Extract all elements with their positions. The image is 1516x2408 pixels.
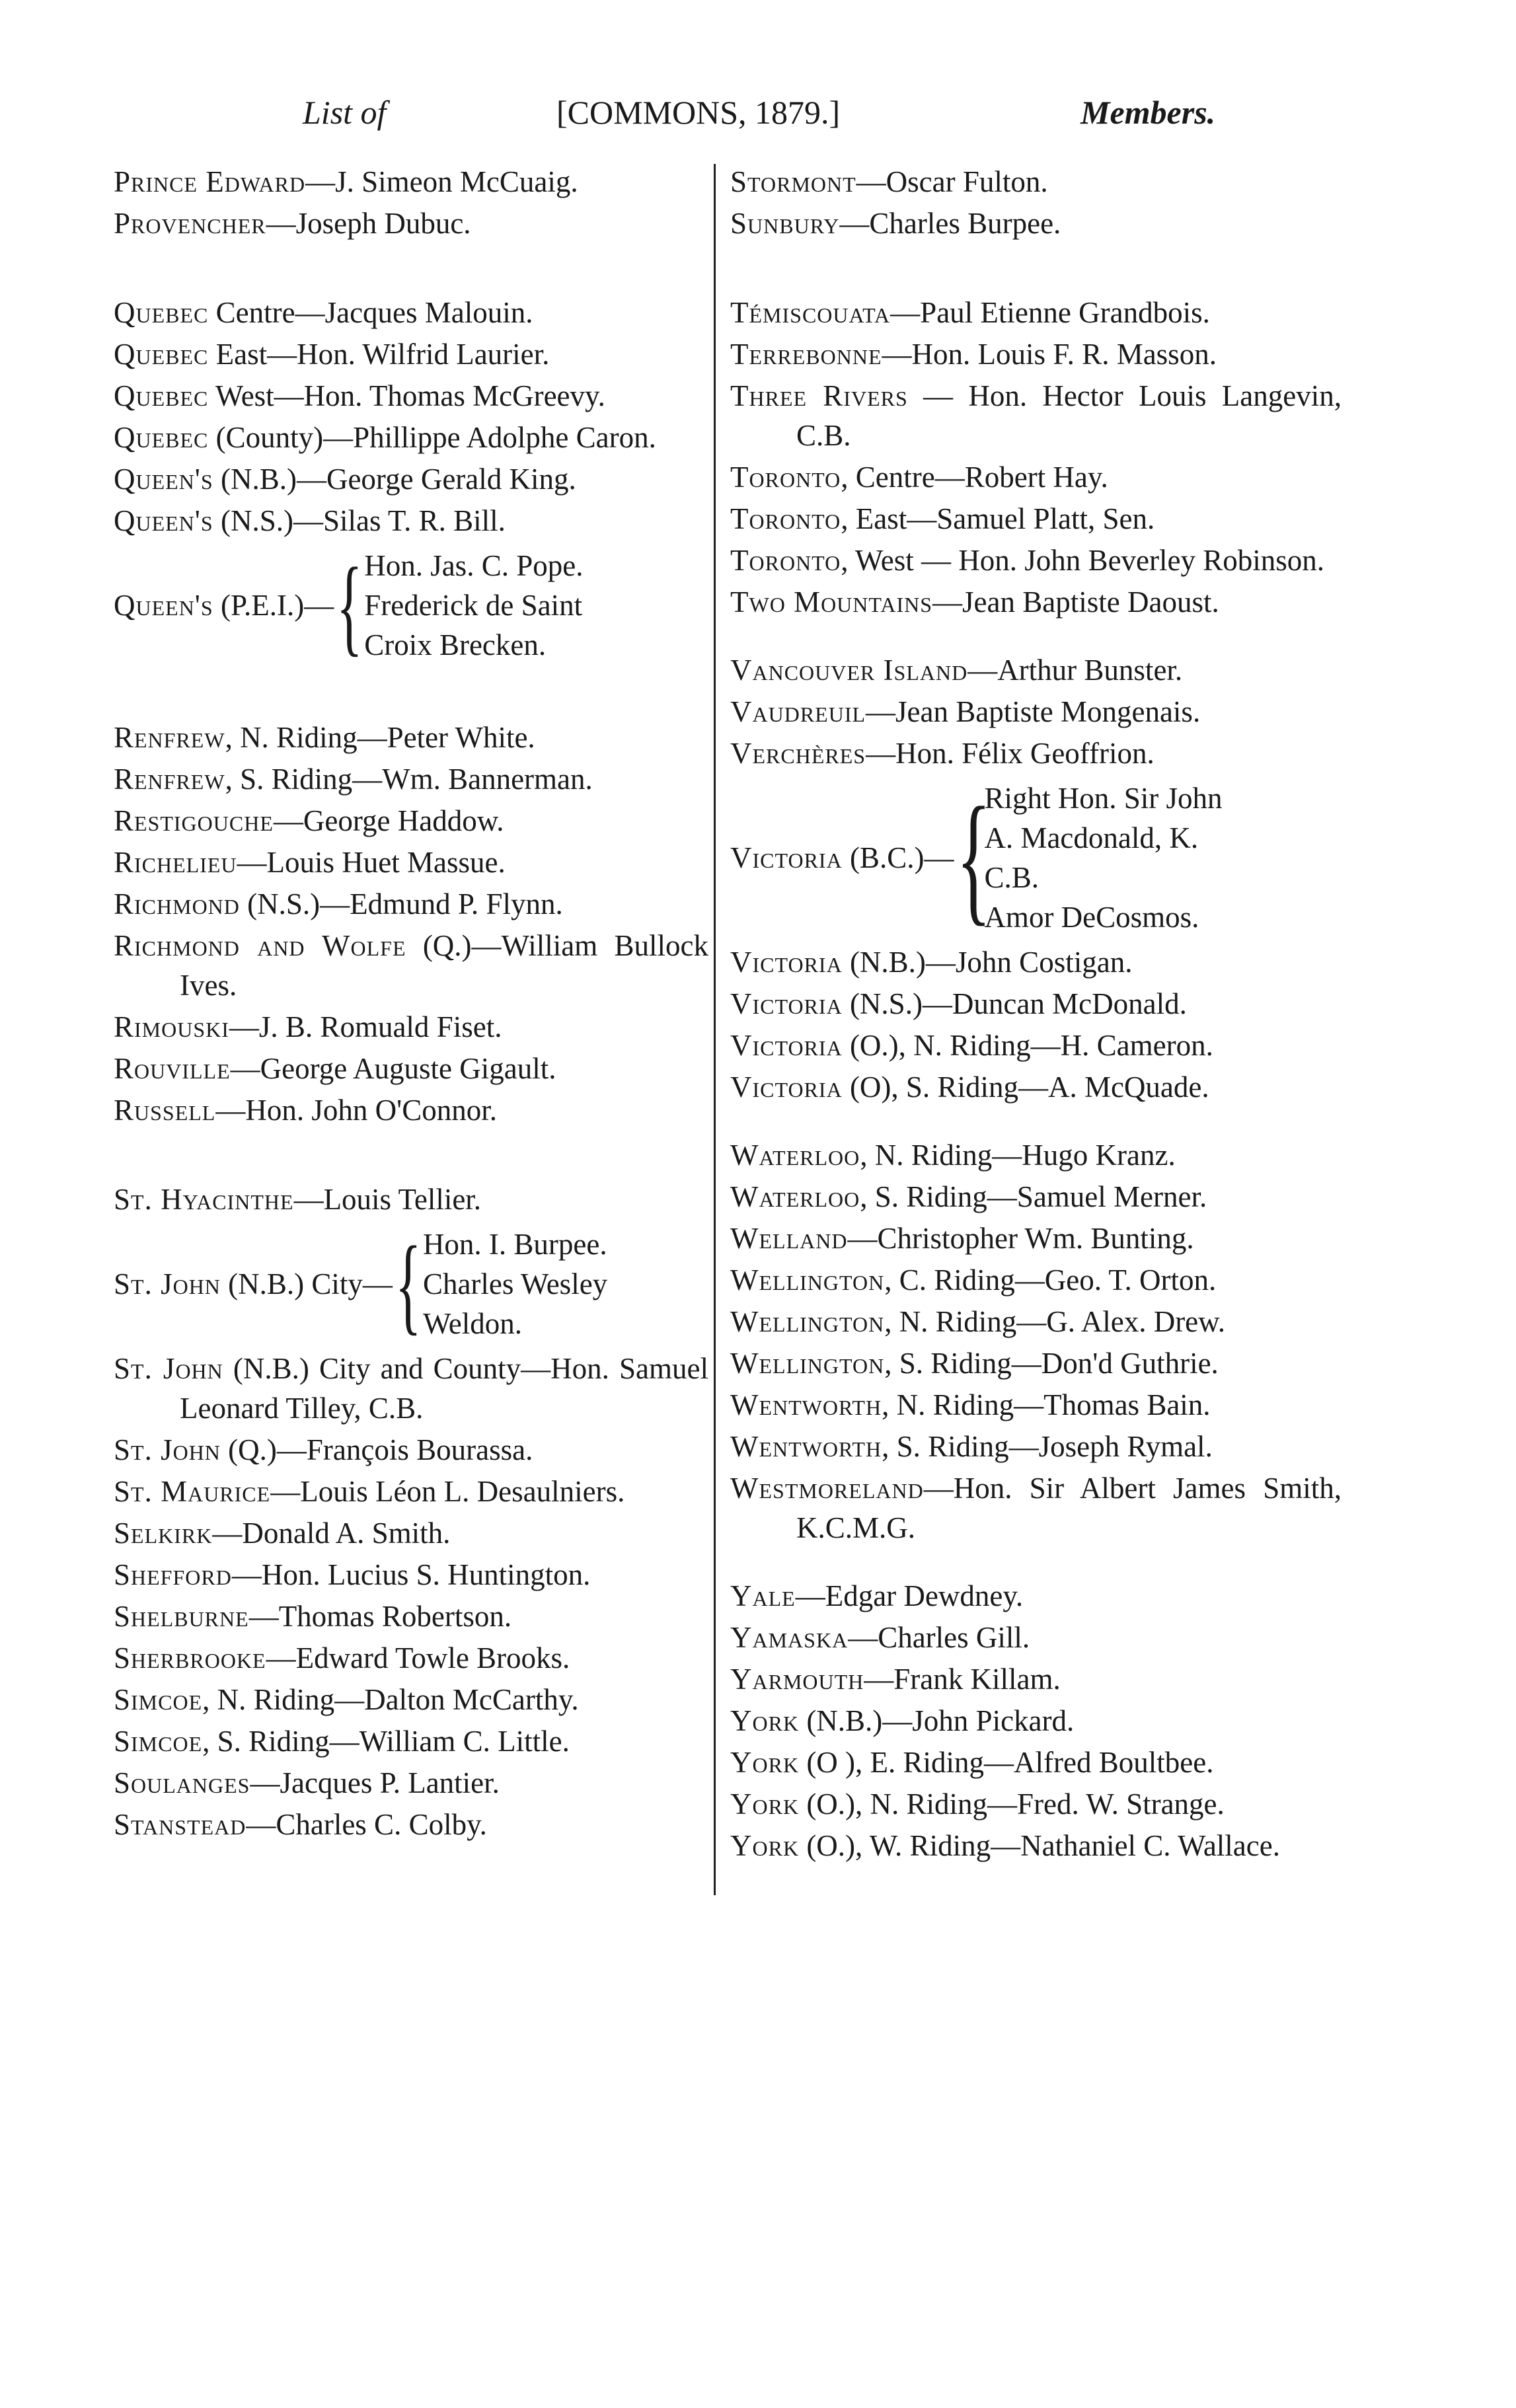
- right-group-5: [730, 1576, 1342, 1865]
- member-line: Charles Wesley: [422, 1267, 608, 1300]
- constituency-name: Toronto: [730, 461, 841, 494]
- member-text: —Oscar Fulton.: [856, 165, 1048, 198]
- member-text: , S. Riding—Wm. Bannerman.: [225, 763, 593, 796]
- header-left: List of: [303, 94, 387, 131]
- member-entry: [114, 376, 708, 416]
- constituency-name: Wentworth: [730, 1388, 882, 1421]
- member-text: , C. Riding—Geo. T. Orton.: [884, 1263, 1217, 1297]
- braced-member-lines: [364, 546, 583, 665]
- member-text: —Thomas Robertson.: [248, 1600, 512, 1633]
- constituency-name: Restigouche: [114, 804, 274, 837]
- left-group-1: [114, 162, 708, 243]
- member-text: —Arthur Bunster.: [967, 654, 1183, 687]
- right-group-4: [730, 1135, 1342, 1548]
- constituency-name: York: [730, 1787, 800, 1821]
- member-entry: [730, 650, 1342, 690]
- member-text: (N.S.)—Silas T. R. Bill.: [213, 504, 506, 537]
- member-entry: [730, 162, 1342, 202]
- member-text: (Q.)—François Bourassa.: [220, 1433, 533, 1466]
- constituency-name: Stanstead: [114, 1808, 246, 1841]
- constituency-name: Renfrew: [114, 763, 225, 796]
- member-entry: [730, 1576, 1342, 1616]
- member-text: (N.B.)—John Costigan.: [842, 946, 1133, 979]
- member-entry: [114, 1090, 708, 1130]
- member-entry: [114, 1349, 708, 1428]
- member-entry: [114, 1763, 708, 1803]
- member-text: , S. Riding—Joseph Rymal.: [882, 1430, 1213, 1463]
- member-entry: [730, 1701, 1342, 1741]
- constituency-name: Wentworth: [730, 1430, 882, 1463]
- constituency-name: York: [730, 1704, 800, 1737]
- member-entry: [114, 1721, 708, 1761]
- member-text: , N. Riding—Hugo Kranz.: [860, 1139, 1176, 1172]
- member-entry: [730, 692, 1342, 732]
- constituency-name: Yale: [730, 1579, 796, 1612]
- column-divider: [714, 164, 716, 1895]
- member-text: —George Haddow.: [273, 804, 504, 837]
- constituency-name: Wellington: [730, 1305, 885, 1338]
- constituency-name: Queen's: [114, 463, 213, 496]
- spacer: [114, 245, 708, 293]
- member-text: —Charles C. Colby.: [246, 1808, 487, 1841]
- member-text: , East—Samuel Platt, Sen.: [841, 502, 1155, 535]
- constituency-name: Soulanges: [114, 1766, 250, 1799]
- member-entry: [730, 1784, 1342, 1824]
- constituency-name: St. Maurice: [114, 1475, 271, 1508]
- constituency-name: Prince Edward: [114, 165, 306, 198]
- member-entry: [730, 984, 1342, 1024]
- member-entry: [730, 499, 1342, 539]
- constituency-name: Two Mountains: [730, 585, 933, 619]
- constituency-name: Toronto: [730, 544, 841, 577]
- constituency-name: Queen's: [114, 589, 213, 622]
- member-entry: [730, 1135, 1342, 1175]
- constituency-name: St. John: [114, 1352, 223, 1385]
- member-text: , N. Riding—Peter White.: [225, 721, 535, 754]
- member-entry: [114, 1597, 708, 1636]
- constituency-name: Richmond and Wolfe: [114, 929, 406, 962]
- constituency-name: Sunbury: [730, 207, 840, 240]
- member-entry: [114, 501, 708, 541]
- constituency-name: Selkirk: [114, 1517, 213, 1550]
- member-entry: [114, 162, 708, 202]
- member-text: , N. Riding—Dalton McCarthy.: [202, 1683, 579, 1716]
- member-entry: [730, 541, 1342, 580]
- member-text: —Hon. Félix Geoffrion.: [866, 737, 1155, 770]
- member-text: (N.S.)—Duncan McDonald.: [842, 987, 1187, 1020]
- member-entry: [114, 1049, 708, 1088]
- member-text: (O ), E. Riding—Alfred Boultbee.: [799, 1746, 1214, 1779]
- constituency-name: Simcoe: [114, 1683, 203, 1716]
- braced-entry-head: [114, 585, 334, 625]
- constituency-suffix: (P.E.I.)—: [213, 589, 334, 622]
- constituency-name: Westmoreland: [730, 1472, 924, 1505]
- curly-brace-icon: {: [956, 777, 992, 938]
- member-entry: [730, 376, 1342, 455]
- member-entry: [114, 1007, 708, 1047]
- member-entry: [730, 1427, 1342, 1466]
- constituency-name: Yamaska: [730, 1621, 849, 1654]
- braced-member-lines: [423, 1224, 607, 1343]
- member-entry: [114, 801, 708, 841]
- member-text: (N.S.)—Edmund P. Flynn.: [239, 887, 563, 921]
- member-text: (Q.)—William Bullock Ives.: [180, 929, 708, 1002]
- member-entry: [730, 1026, 1342, 1065]
- constituency-name: Waterloo: [730, 1180, 860, 1213]
- constituency-suffix: (N.B.) City—: [220, 1267, 393, 1300]
- constituency-name: Victoria: [730, 1029, 843, 1062]
- constituency-name: Shefford: [114, 1558, 232, 1591]
- constituency-name: Sherbrooke: [114, 1641, 266, 1674]
- right-group-3b: [730, 942, 1342, 1107]
- member-line: A. Macdonald, K.: [984, 821, 1199, 854]
- constituency-name: Vaudreuil: [730, 695, 866, 728]
- member-entry: [730, 334, 1342, 374]
- left-group-2: [114, 293, 708, 541]
- member-text: —Jacques P. Lantier.: [250, 1766, 500, 1799]
- member-text: —Louis Léon L. Desaulniers.: [270, 1475, 625, 1508]
- member-entry: [114, 759, 708, 799]
- member-text: —Jean Baptiste Mongenais.: [866, 695, 1201, 728]
- member-entry: [730, 734, 1342, 773]
- member-text: , Centre—Robert Hay.: [841, 461, 1108, 494]
- spacer: [114, 670, 708, 718]
- constituency-name: Toronto: [730, 502, 841, 535]
- member-line: Hon. Jas. C. Pope.: [364, 549, 584, 582]
- member-line: Hon. I. Burpee.: [422, 1228, 607, 1261]
- spacer: [730, 1550, 1342, 1576]
- member-entry: [114, 204, 708, 243]
- braced-entry-head: [114, 1264, 393, 1304]
- member-entry: [730, 293, 1342, 332]
- member-line: Frederick de Saint: [364, 589, 583, 622]
- spacer: [730, 245, 1342, 293]
- member-entry: [114, 459, 708, 499]
- member-text: (O), S. Riding—A. McQuade.: [842, 1071, 1209, 1104]
- right-column: [730, 162, 1342, 1867]
- constituency-suffix: (B.C.)—: [842, 841, 954, 874]
- member-line: Amor DeCosmos.: [984, 901, 1199, 934]
- member-text: (N.B.)—John Pickard.: [799, 1704, 1075, 1737]
- member-entry: [730, 1343, 1342, 1383]
- right-group-2: [730, 293, 1342, 622]
- member-entry: [114, 926, 708, 1005]
- constituency-name: Quebec: [114, 421, 209, 454]
- member-text: —Hon. Louis F. R. Masson.: [882, 338, 1217, 371]
- member-entry: [114, 1805, 708, 1844]
- constituency-name: Three Rivers: [730, 379, 908, 412]
- left-group-4a: [114, 1180, 708, 1219]
- constituency-name: St. John: [114, 1267, 221, 1300]
- member-text: —Louis Tellier.: [293, 1183, 482, 1216]
- member-entry: [730, 204, 1342, 243]
- member-entry: [114, 418, 708, 457]
- member-entry: [114, 884, 708, 924]
- member-entry: [730, 1743, 1342, 1782]
- member-text: —Jean Baptiste Daoust.: [932, 585, 1219, 619]
- member-text: —Donald A. Smith.: [212, 1517, 451, 1550]
- member-text: — Hon. Hector Louis Langevin, C.B.: [796, 379, 1342, 452]
- constituency-name: Victoria: [730, 841, 843, 874]
- member-entry: [114, 1472, 708, 1511]
- constituency-name: Wellington: [730, 1263, 885, 1297]
- member-text: —Edward Towle Brooks.: [266, 1641, 570, 1674]
- header-center: [COMMONS, 1879.]: [556, 94, 841, 131]
- member-entry: [730, 1659, 1342, 1699]
- member-text: —Christopher Wm. Bunting.: [847, 1222, 1194, 1255]
- constituency-name: Victoria: [730, 987, 843, 1020]
- spacer: [114, 1132, 708, 1180]
- member-text: —Hon. Lucius S. Huntington.: [231, 1558, 591, 1591]
- constituency-name: Renfrew: [114, 721, 225, 754]
- member-entry: [114, 334, 708, 374]
- member-entry: [730, 1826, 1342, 1865]
- member-entry: [730, 1618, 1342, 1657]
- member-text: —J. B. Romuald Fiset.: [229, 1010, 502, 1043]
- member-text: , N. Riding—Thomas Bain.: [882, 1388, 1211, 1421]
- member-text: , West — Hon. John Beverley Robinson.: [841, 544, 1325, 577]
- member-text: , S. Riding—Samuel Merner.: [860, 1180, 1207, 1213]
- braced-entry-queens-pei: [114, 546, 708, 665]
- member-text: Centre—Jacques Malouin.: [208, 296, 533, 329]
- constituency-name: Quebec: [114, 379, 209, 412]
- member-text: —Louis Huet Massue.: [237, 846, 506, 879]
- member-text: (N.B.) City and County—Hon. Samuel Leonard Tilley, C.B.: [180, 1352, 708, 1425]
- member-entry: [114, 718, 708, 757]
- constituency-name: Victoria: [730, 946, 843, 979]
- braced-entry-head: [730, 838, 954, 878]
- member-entry: [114, 293, 708, 332]
- member-entry: [730, 1302, 1342, 1341]
- constituency-name: Richmond: [114, 887, 240, 921]
- member-text: —Hon. John O'Connor.: [215, 1094, 497, 1127]
- member-line: C.B.: [984, 861, 1039, 894]
- constituency-name: Waterloo: [730, 1139, 860, 1172]
- constituency-name: Verchères: [730, 737, 866, 770]
- member-entry: [114, 1430, 708, 1470]
- right-group-3a: [730, 650, 1342, 773]
- constituency-name: Richelieu: [114, 846, 237, 879]
- member-text: (N.B.)—George Gerald King.: [213, 463, 576, 496]
- member-text: —Joseph Dubuc.: [266, 207, 471, 240]
- left-column: [114, 162, 708, 1846]
- constituency-name: Stormont: [730, 165, 856, 198]
- member-text: —Charles Burpee.: [839, 207, 1061, 240]
- member-text: —Frank Killam.: [864, 1663, 1061, 1696]
- constituency-name: Simcoe: [114, 1725, 203, 1758]
- member-entry: [730, 1177, 1342, 1217]
- header-right: Members.: [1080, 94, 1216, 131]
- constituency-name: Quebec: [114, 296, 209, 329]
- member-text: —George Auguste Gigault.: [230, 1052, 556, 1085]
- member-entry: [114, 843, 708, 882]
- constituency-name: Russell: [114, 1094, 216, 1127]
- member-text: (O.), N. Riding—H. Cameron.: [842, 1029, 1213, 1062]
- braced-entry-victoria-bc: [730, 778, 1342, 937]
- constituency-name: Wellington: [730, 1347, 885, 1380]
- member-text: —Paul Etienne Grandbois.: [890, 296, 1210, 329]
- member-entry: [114, 1638, 708, 1678]
- member-line: Weldon.: [422, 1307, 523, 1340]
- member-entry: [114, 1680, 708, 1719]
- constituency-name: Vancouver Island: [730, 654, 968, 687]
- member-text: —Edgar Dewdney.: [795, 1579, 1024, 1612]
- member-text: (O.), N. Riding—Fred. W. Strange.: [799, 1787, 1225, 1821]
- member-line: Right Hon. Sir John: [984, 782, 1223, 815]
- constituency-name: York: [730, 1829, 800, 1862]
- member-entry: [114, 1180, 708, 1219]
- curly-brace-icon: {: [395, 1223, 422, 1345]
- member-text: , N. Riding—G. Alex. Drew.: [884, 1305, 1225, 1338]
- member-text: (O.), W. Riding—Nathaniel C. Wallace.: [799, 1829, 1280, 1862]
- member-entry: [730, 1219, 1342, 1258]
- member-entry: [730, 942, 1342, 982]
- left-group-4b: [114, 1349, 708, 1844]
- constituency-name: Welland: [730, 1222, 848, 1255]
- spacer: [730, 1109, 1342, 1135]
- member-entry: [114, 1555, 708, 1595]
- constituency-name: St. John: [114, 1433, 221, 1466]
- curly-brace-icon: {: [336, 545, 363, 666]
- constituency-name: Shelburne: [114, 1600, 249, 1633]
- member-text: West—Hon. Thomas McGreevy.: [208, 379, 605, 412]
- member-entry: [730, 457, 1342, 497]
- constituency-name: Quebec: [114, 338, 209, 371]
- constituency-name: Témiscouata: [730, 296, 891, 329]
- member-entry: [114, 1513, 708, 1553]
- constituency-name: Rouville: [114, 1052, 231, 1085]
- constituency-name: St. Hyacinthe: [114, 1183, 294, 1216]
- right-group-1: [730, 162, 1342, 243]
- member-text: (County)—Phillippe Adolphe Caron.: [208, 421, 656, 454]
- member-entry: [730, 1385, 1342, 1425]
- member-text: —Charles Gill.: [848, 1621, 1030, 1654]
- member-entry: [730, 1468, 1342, 1548]
- member-entry: [730, 582, 1342, 622]
- constituency-name: Terrebonne: [730, 338, 882, 371]
- member-text: East—Hon. Wilfrid Laurier.: [208, 338, 550, 371]
- braced-member-lines: [984, 778, 1222, 937]
- member-entry: [730, 1260, 1342, 1300]
- constituency-name: Victoria: [730, 1071, 843, 1104]
- member-text: , S. Riding—William C. Little.: [202, 1725, 570, 1758]
- constituency-name: Rimouski: [114, 1010, 229, 1043]
- constituency-name: Provencher: [114, 207, 266, 240]
- left-group-3: [114, 718, 708, 1130]
- member-text: —J. Simeon McCuaig.: [305, 165, 578, 198]
- member-entry: [730, 1067, 1342, 1107]
- member-line: Croix Brecken.: [364, 628, 547, 661]
- braced-entry-st-john-city: [114, 1224, 708, 1343]
- spacer: [730, 624, 1342, 650]
- constituency-name: Yarmouth: [730, 1663, 864, 1696]
- member-text: , S. Riding—Don'd Guthrie.: [884, 1347, 1219, 1380]
- member-text: —Hon. Sir Albert James Smith, K.C.M.G.: [796, 1472, 1342, 1544]
- constituency-name: York: [730, 1746, 800, 1779]
- constituency-name: Queen's: [114, 504, 213, 537]
